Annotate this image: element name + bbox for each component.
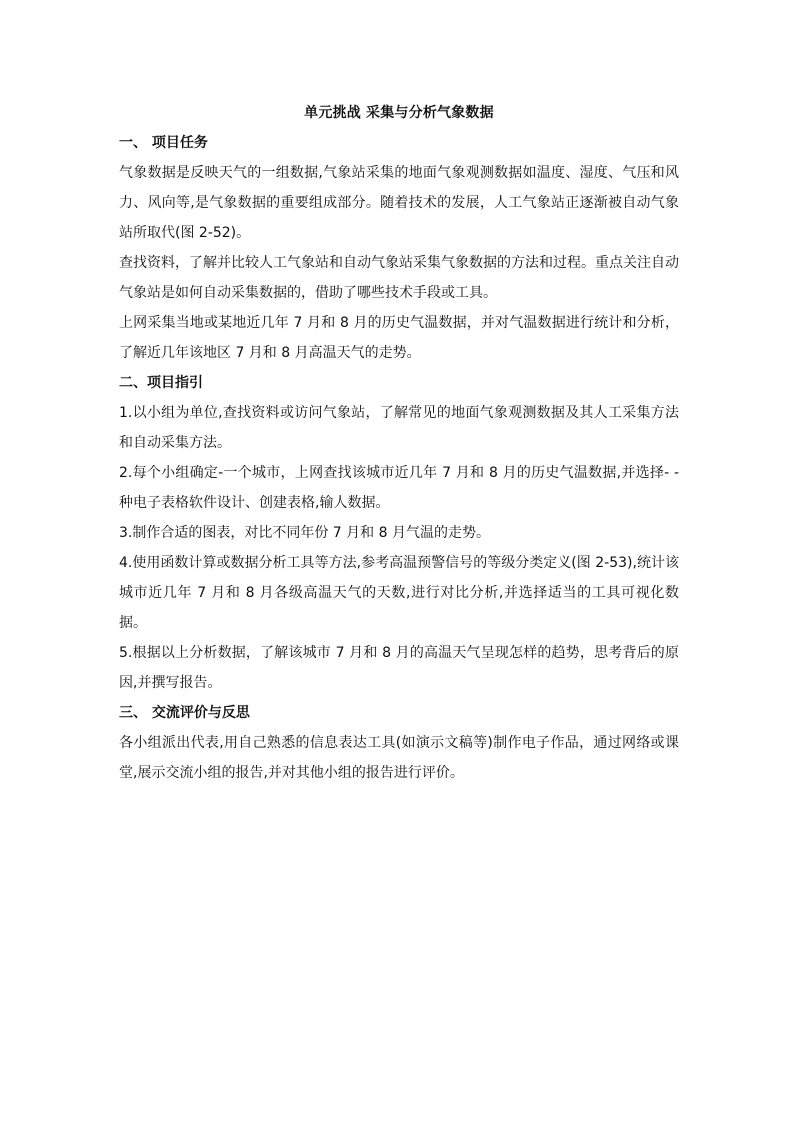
document-title: 单元挑战 采集与分析气象数据 xyxy=(304,105,494,121)
section-evaluation xyxy=(119,698,679,788)
guide-item-4: 4.使用函数计算或数据分析工具等方法,参考高温预警信号的等级分类定义(图 2-53),统计该城市近几年 7 月和 8 月各级高温天气的天数,进行对比分析,并选择适当的工具可视化数据。 xyxy=(119,555,679,631)
section-project-tasks xyxy=(119,128,679,368)
task-paragraph-1: 气象数据是反映天气的一组数据,气象站采集的地面气象观测数据如温度、湿度、气压和风力、风向等,是气象数据的重要组成部分。随着技术的发展，人工气象站正逐渐被自动气象站所取代(图 2-52)。 xyxy=(119,165,679,241)
document-page xyxy=(119,98,679,788)
guide-item-5: 5.根据以上分析数据，了解该城市 7 月和 8 月的高温天气呈现怎样的趋势，思考背后的原因,并撰写报告。 xyxy=(119,645,679,691)
guide-item-1: 1.以小组为单位,查找资料或访问气象站，了解常见的地面气象观测数据及其人工采集方法和自动采集方法。 xyxy=(119,405,679,451)
task-paragraph-2: 查找资料，了解并比较人工气象站和自动气象站采集气象数据的方法和过程。重点关注自动气象站是如何自动采集数据的，借助了哪些技术手段或工具。 xyxy=(119,255,679,301)
guide-item-2: 2.每个小组确定-一个城市，上网查找该城市近几年 7 月和 8 月的历史气温数据,并选择- -种电子表格软件设计、创建表格,输人数据。 xyxy=(119,465,679,511)
section-heading-evaluation: 三、 交流评价与反思 xyxy=(119,705,250,721)
section-heading-tasks: 一、 项目任务 xyxy=(119,135,208,151)
task-paragraph-3: 上网采集当地或某地近几年 7 月和 8 月的历史气温数据，并对气温数据进行统计和分析，了解近几年该地区 7 月和 8 月高温天气的走势。 xyxy=(119,315,679,361)
section-heading-guide: 二、项目指引 xyxy=(119,375,203,391)
section-project-guide xyxy=(119,368,679,698)
evaluation-paragraph: 各小组派出代表,用自己熟悉的信息表达工具(如演示文稿等)制作电子作品，通过网络或课堂,展示交流小组的报告,并对其他小组的报告进行评价。 xyxy=(119,735,679,781)
guide-item-3: 3.制作合适的图表，对比不同年份 7 月和 8 月气温的走势。 xyxy=(119,525,490,541)
